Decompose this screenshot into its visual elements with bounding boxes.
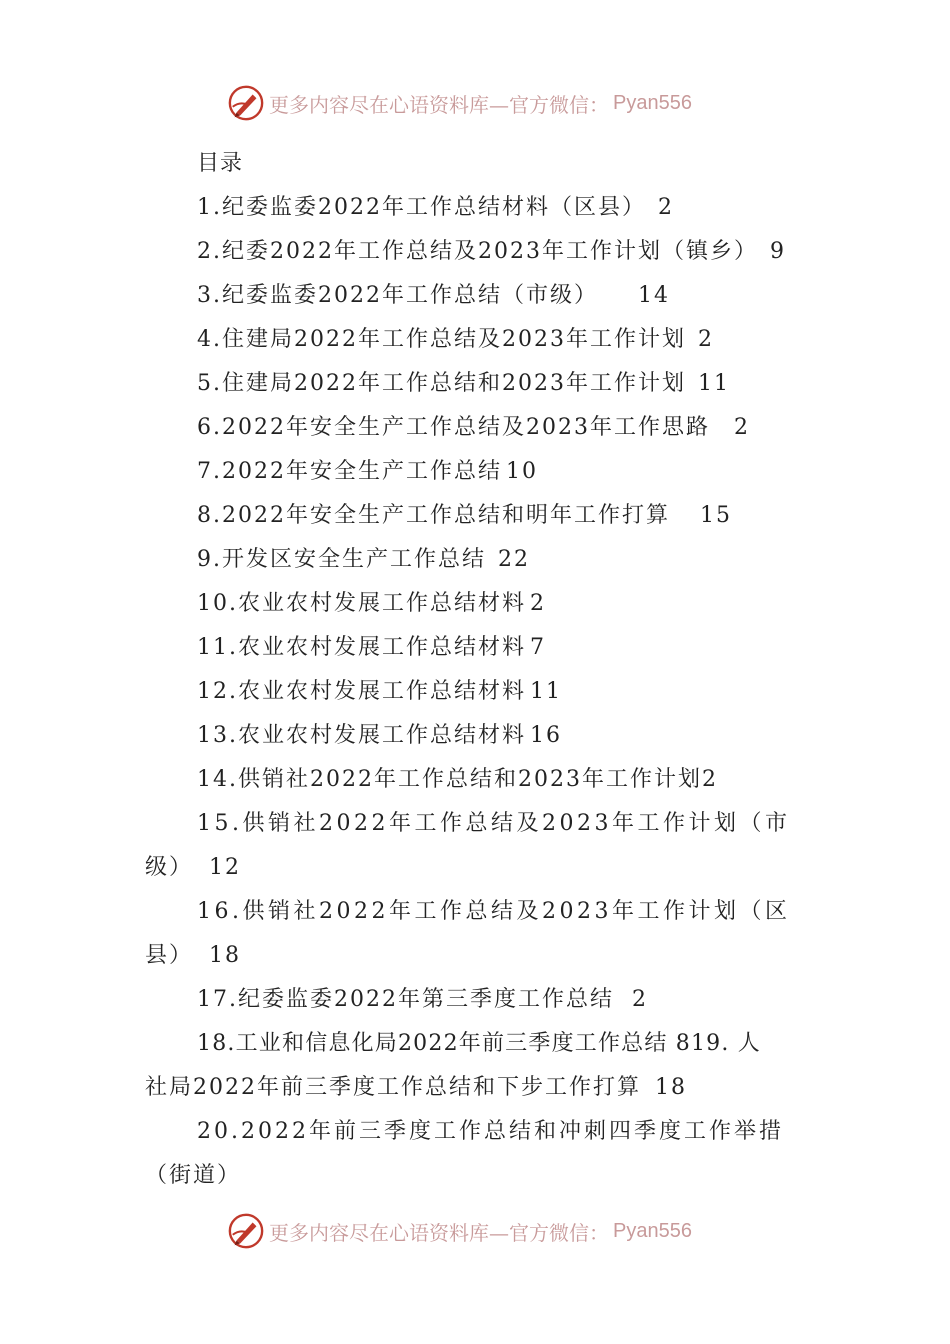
toc-item-2[interactable]: 2.纪委2022年工作总结及2023年工作计划（镇乡） 9 xyxy=(197,239,786,264)
toc-item-16-cont: 县） 18 xyxy=(145,943,242,968)
toc-page-number: 14 xyxy=(637,283,670,308)
toc-item-20-cont: （街道） xyxy=(145,1163,242,1188)
toc-item-15-cont: 级） 12 xyxy=(145,855,242,880)
toc-page-number: 9 xyxy=(769,239,786,264)
toc-item-10[interactable]: 10.农业农村发展工作总结材料 2 xyxy=(197,591,546,616)
toc-item-16[interactable]: 16.供销社2022年工作总结及2023年工作计划（区 xyxy=(197,899,791,924)
watermark-header xyxy=(227,83,692,123)
toc-page-number: 18 xyxy=(655,1075,687,1100)
toc-page-number: 2 xyxy=(733,415,750,440)
toc-item-1[interactable]: 1.纪委监委2022年工作总结材料（区县） 2 xyxy=(197,195,674,220)
toc-item-8[interactable]: 8.2022年安全生产工作总结和明年工作打算 15 xyxy=(197,503,732,528)
toc-page-number: 2 xyxy=(701,767,718,792)
pen-logo-icon xyxy=(227,84,265,122)
toc-page-number: 18 xyxy=(209,943,242,968)
toc-item-11[interactable]: 11.农业农村发展工作总结材料 7 xyxy=(197,635,546,660)
toc-page-number: 15 xyxy=(699,503,732,528)
toc-page-number: 12 xyxy=(209,855,242,880)
toc-item-14[interactable]: 14.供销社2022年工作总结和2023年工作计划2 xyxy=(197,767,718,792)
toc-page-number: 22 xyxy=(498,547,530,572)
watermark-handle: Pyan556 xyxy=(613,1219,692,1242)
watermark-text: 更多内容尽在心语资料库—官方微信： xyxy=(269,1220,609,1245)
toc-item-9[interactable]: 9.开发区安全生产工作总结 22 xyxy=(197,547,530,572)
toc-page-number: 2 xyxy=(657,195,674,220)
watermark-footer xyxy=(227,1211,692,1251)
pen-logo-icon xyxy=(227,1212,265,1250)
toc-page-number: 16 xyxy=(530,723,562,748)
toc-heading: 目录 xyxy=(197,151,244,176)
toc-item-17[interactable]: 17.纪委监委2022年第三季度工作总结 2 xyxy=(197,987,648,1012)
toc-item-15[interactable]: 15.供销社2022年工作总结及2023年工作计划（市 xyxy=(197,811,791,836)
toc-page-number: 2 xyxy=(631,987,648,1012)
watermark-handle: Pyan556 xyxy=(613,91,692,114)
toc-page-number: 10 xyxy=(505,459,538,484)
watermark-text: 更多内容尽在心语资料库—官方微信： xyxy=(269,92,609,117)
toc-item-12[interactable]: 12.农业农村发展工作总结材料 11 xyxy=(197,679,562,704)
toc-item-13[interactable]: 13.农业农村发展工作总结材料 16 xyxy=(197,723,562,748)
toc-item-18[interactable]: 18.工业和信息化局2022年前三季度工作总结 819. 人 xyxy=(197,1031,761,1056)
toc-item-7[interactable]: 7.2022年安全生产工作总结 10 xyxy=(197,459,538,484)
toc-item-3[interactable]: 3.纪委监委2022年工作总结（市级） 14 xyxy=(197,283,670,308)
toc-page-number: 11 xyxy=(697,371,730,396)
toc-page-number: 2 xyxy=(697,327,714,352)
toc-page-number: 7 xyxy=(530,635,546,660)
toc-item-18-cont: 社局2022年前三季度工作总结和下步工作打算 18 xyxy=(145,1075,687,1100)
toc-page-number: 11 xyxy=(530,679,562,704)
toc-page-number: 2 xyxy=(530,591,546,616)
toc-item-5[interactable]: 5.住建局2022年工作总结和2023年工作计划 11 xyxy=(197,371,730,396)
toc-item-4[interactable]: 4.住建局2022年工作总结及2023年工作计划 2 xyxy=(197,327,714,352)
toc-item-20[interactable]: 20.2022年前三季度工作总结和冲刺四季度工作举措 xyxy=(197,1119,784,1144)
toc-item-6[interactable]: 6.2022年安全生产工作总结及2023年工作思路 2 xyxy=(197,415,750,440)
